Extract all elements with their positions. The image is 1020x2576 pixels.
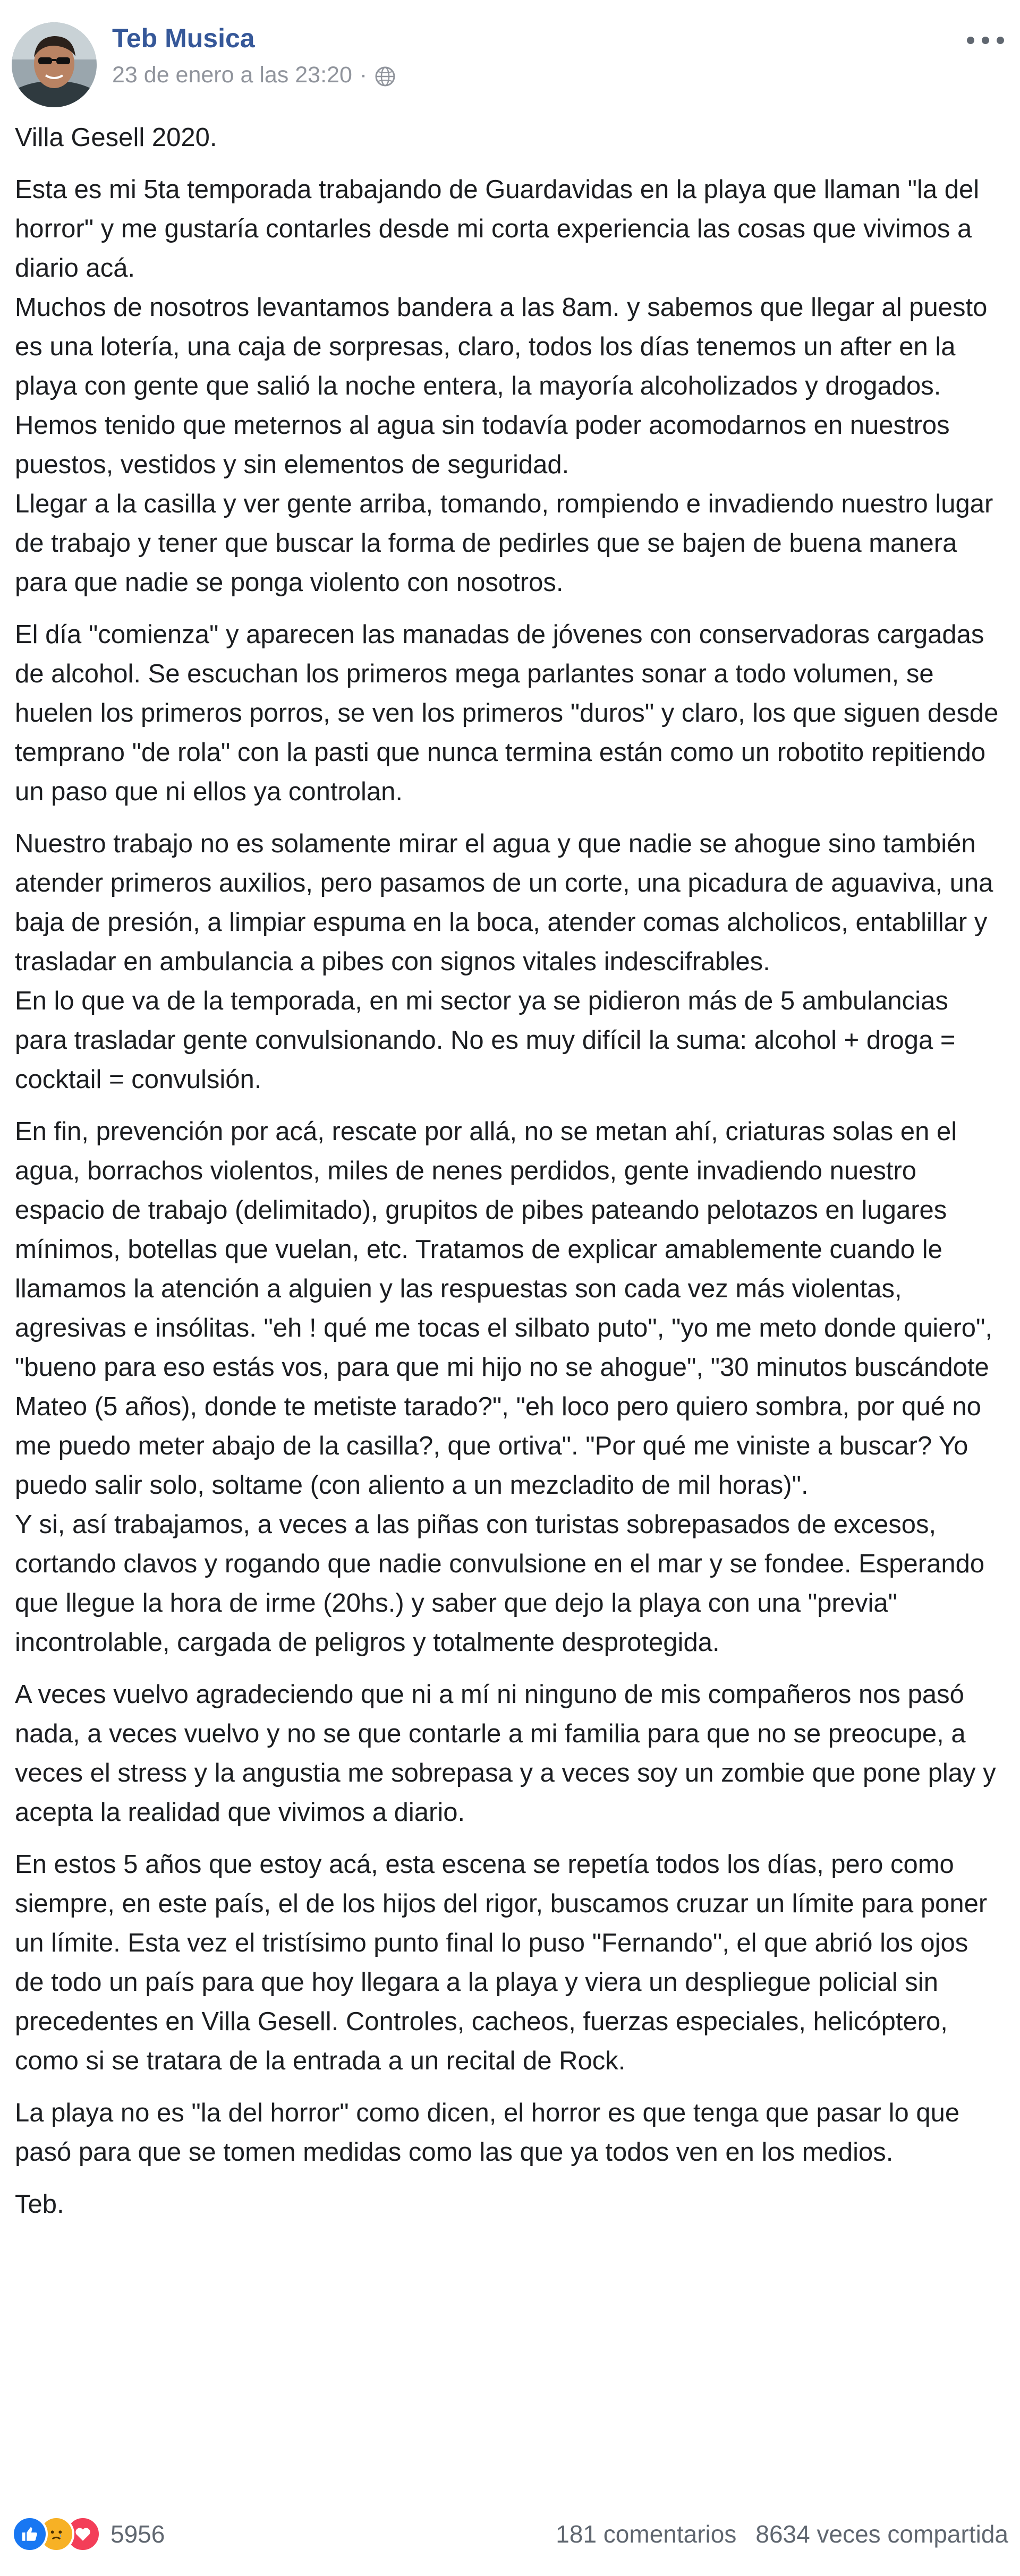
profile-photo — [12, 22, 97, 107]
reaction-count[interactable]: 5956 — [110, 2520, 165, 2548]
shares-count[interactable]: 8634 veces compartida — [755, 2520, 1008, 2548]
meta-separator: · — [359, 62, 368, 88]
like-icon — [12, 2516, 48, 2552]
post-paragraph: Villa Gesell 2020. — [15, 123, 217, 152]
post-paragraph: Nuestro trabajo no es solamente mirar el agua y que nadie se ahogue sino también atender primeros auxilios, pero pasamos de un corte, una picadura de aguaviva, una baja de presión, a limpiar espuma en la boca, atender comas alcholicos, entablillar y trasladar en ambulancia a pibes con signos vitales indescifrables. En lo que va de la temporada, en mi sector ya se pidieron más de 5 ambulancias para trasladar gente convulsionando. No es muy difícil la suma: alcohol + droga = cocktail = convulsión. — [15, 829, 993, 1094]
comments-count[interactable]: 181 comentarios — [556, 2520, 737, 2548]
more-options-icon[interactable] — [967, 30, 1004, 51]
avatar[interactable] — [12, 22, 97, 107]
post-body — [15, 118, 1003, 2224]
post-signature: Teb. — [15, 2190, 64, 2219]
post-paragraph: A veces vuelvo agradeciendo que ni a mí ni ninguno de mis compañeros nos pasó nada, a veces vuelvo y no se que contarle a mi familia para que no se preocupe, a veces el stress y la angustia me sobrepasa y a veces soy un zombie que pone play y acepta la realidad que vivimos a diario. — [15, 1680, 996, 1827]
post-meta — [112, 62, 396, 89]
post-timestamp[interactable]: 23 de enero a las 23:20 — [112, 62, 352, 88]
post-paragraph: La playa no es "la del horror" como dicen, el horror es que tenga que pasar lo que pasó para que se tomen medidas como las que ya todos ven en los medios. — [15, 2099, 960, 2167]
post-footer — [12, 2507, 1008, 2561]
post-paragraph: En estos 5 años que estoy acá, esta escena se repetía todos los días, pero como siempre, en este país, el de los hijos del rigor, buscamos cruzar un límite para poner un límite. Esta vez el tristísimo punto final lo puso "Fernando", el que abrió los ojos de todo un país para que hoy llegara a la playa y viera un despliegue policial sin precedentes en Villa Gesell. Controles, cacheos, fuerzas especiales, helicóptero, como si se tratara de la entrada a un recital de Rock. — [15, 1850, 988, 2075]
post-paragraph: En fin, prevención por acá, rescate por allá, no se metan ahí, criaturas solas en el agua, borrachos violentos, miles de nenes perdidos, gente invadiendo nuestro espacio de trabajo (delimitado), grupitos de pibes pateando pelotazos en lugares mínimos, botellas que vuelan, etc. Tratamos de explicar amablemente cuando le llamamos la atención a alguien y las respuestas son cada vez más violentas, agresivas e insólitas. "eh ! qué me tocas el silbato puto", "yo me meto donde quiero", "bueno para eso estás vos, para que mi hijo no se ahogue", "30 minutos buscándote Mateo (5 años), donde te metiste tarado?", "eh loco pero quiero sombra, por qué no me puedo meter abajo de la casilla?, que ortiva". "Por qué me viniste a buscar? Yo puedo salir solo, soltame (con aliento a un mezcladito de mil horas)". Y si, así trabajamos, a veces a las piñas con turistas sobrepasados de excesos, cortando clavos y rogando que nadie convulsione en el mar y se fondee. Esperando que llegue la hora de irme (20hs.) y saber que dejo la playa con una "previa" incontrolable, cargada de peligros y totalmente desprotegida. — [15, 1117, 993, 1657]
author-name[interactable]: Teb Musica — [112, 23, 255, 53]
post-paragraph: El día "comienza" y aparecen las manadas de jóvenes con conservadoras cargadas de alcohol. Se escuchan los primeros mega parlantes sonar a todo volumen, se huelen los primeros porros, se ven los primeros "duros" y claro, los que siguen desde temprano "de rola" con la pasti que nunca termina están como un robotito repitiendo un paso que ni ellos ya controlan. — [15, 620, 999, 806]
globe-icon[interactable] — [375, 66, 396, 87]
reactions-summary[interactable] — [12, 2516, 165, 2552]
post-header — [12, 19, 1008, 109]
engagement-stats — [556, 2520, 1008, 2548]
post-paragraph: Esta es mi 5ta temporada trabajando de Guardavidas en la playa que llaman "la del horror" y me gustaría contarles desde mi corta experiencia las cosas que vivimos a diario acá. Muchos de nosotros levantamos bandera a las 8am. y sabemos que llegar al puesto es una lotería, una caja de sorpresas, claro, todos los días tenemos un after en la playa con gente que salió la noche entera, la mayoría alcoholizados y drogados. Hemos tenido que meternos al agua sin todavía poder acomodarnos en nuestros puestos, vestidos y sin elementos de seguridad. Llegar a la casilla y ver gente arriba, tomando, rompiendo e invadiendo nuestro lugar de trabajo y tener que buscar la forma de pedirles que se bajen de buena manera para que nadie se ponga violento con nosotros. — [15, 175, 993, 597]
